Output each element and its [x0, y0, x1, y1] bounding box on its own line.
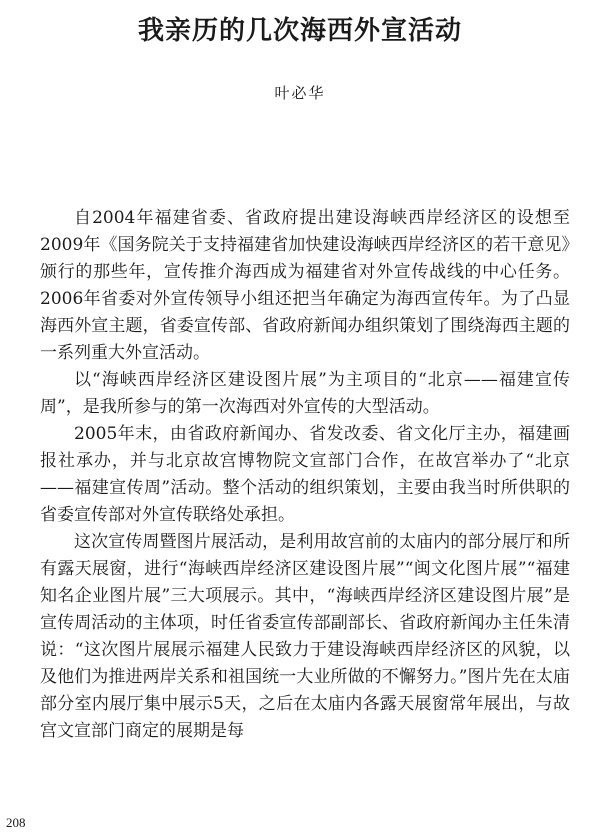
body-paragraph: 以“海峡西岸经济区建设图片展”为主项目的“北京——福建宣传周”，是我所参与的第一次海西对外宣传的大型活动。	[40, 370, 570, 417]
body-paragraph: 这次宣传周暨图片展活动，是利用故宫前的太庙内的部分展厅和所有露天展窗，进行“海峡西岸经济区建设图片展”“闽文化图片展”“福建知名企业图片展”三大项展示。其中，“海峡西岸经济区建设图片展”是宣传周活动的主体项，时任省委宣传部副部长、省政府新闻办主任朱清说：“这次图片展展示福建人民致力于建设海峡西岸经济区的风貌，以及他们为推进两岸关系和祖国统一大业所做的不懈努力。”图片先在太庙部分室内展厅集中展示5天，之后在太庙内各露天展窗常年展出，与故宫文宣部门商定的展期是每	[40, 532, 570, 741]
body-paragraph: 2005年末，由省政府新闻办、省发改委、省文化厅主办，福建画报社承办，并与北京故宫博物院文宣部门合作，在故宫举办了“北京——福建宣传周”活动。整个活动的组织策划，主要由我当时所供职的省委宣传部对外宣传联络处承担。	[40, 424, 570, 525]
page-number: 208	[6, 815, 26, 830]
article-title: 我亲历的几次海西外宣活动	[137, 16, 462, 46]
article-body	[40, 205, 570, 745]
body-paragraph: 自2004年福建省委、省政府提出建设海峡西岸经济区的设想至2009年《国务院关于支持福建省加快建设海峡西岸经济区的若干意见》颁行的那些年，宣传推介海西成为福建省对外宣传战线的中心任务。2006年省委对外宣传领导小组还把当年确定为海西宣传年。为了凸显海西外宣主题，省委宣传部、省政府新闻办组织策划了围绕海西主题的一系列重大外宣活动。	[40, 208, 570, 363]
author-name: 叶必华	[274, 84, 326, 102]
